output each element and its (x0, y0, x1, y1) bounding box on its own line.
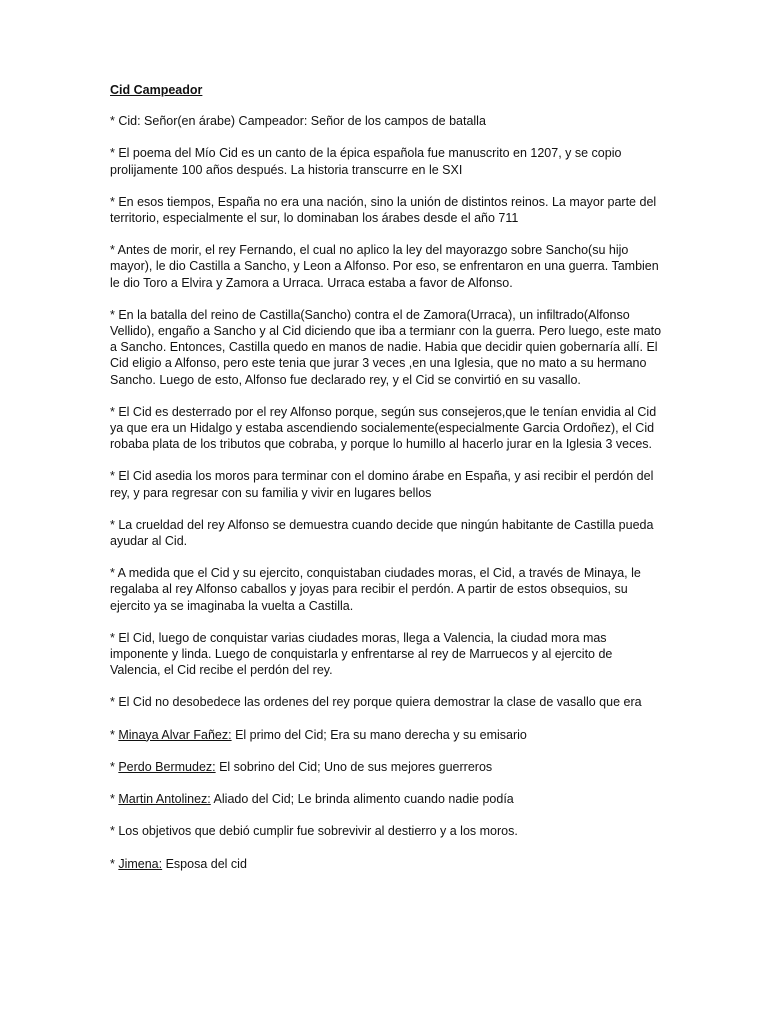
paragraph-spain: * En esos tiempos, España no era una nación, sino la unión de distintos reinos. La mayor parte del territorio, especialmente el sur, lo dominaban los árabes desde el año 711 (110, 194, 657, 226)
paragraph-exile: * El Cid es desterrado por el rey Alfonso porque, según sus consejeros,que le tenían envidia al Cid ya que era un Hidalgo y estaba ascendiendo socialemente(especialmente Garcia Ordoñez), el Cid robaba plata de los tributos que cobraba, y porque lo humillo al hacerlo jurar en la Iglesia 3 veces. (110, 404, 657, 452)
paragraph-objectives: * Los objetivos que debió cumplir fue sobrevivir al destierro y a los moros. (110, 824, 518, 839)
character-name: Jimena: (118, 856, 163, 871)
character-prefix: * (110, 727, 119, 742)
paragraph-cid-meaning: * Cid: Señor(en árabe) Campeador: Señor de los campos de batalla (110, 114, 486, 129)
character-desc: El sobrino del Cid; Uno de sus mejores guerreros (215, 759, 493, 774)
character-prefix: * (110, 759, 119, 774)
character-name: Martin Antolinez: (118, 792, 211, 807)
character-jimena (110, 856, 665, 872)
paragraph-siege: * El Cid asedia los moros para terminar con el domino árabe en España, y asi recibir el perdón del rey, y para regresar con su familia y vivir en lugares bellos (110, 469, 654, 500)
paragraph-gifts: * A medida que el Cid y su ejercito, conquistaban ciudades moras, el Cid, a través de Minaya, le regalaba al rey Alfonso caballos y joyas para recibir el perdón. A partir de estos obsequios, su ejercito ya se imaginaba la vuelta a Castilla. (110, 566, 641, 613)
paragraph-fernando: * Antes de morir, el rey Fernando, el cual no aplico la ley del mayorazgo sobre Sancho(su hijo mayor), le dio Castilla a Sancho, y Leon a Alfonso. Por eso, se enfrentaron en una guerra. Tambien le dio Toro a Elvira y Zamora a Urraca. Urraca estaba a favor de Alfonso. (110, 243, 659, 290)
character-name: Minaya Alvar Fañez: (118, 727, 232, 742)
paragraph-valencia: * El Cid, luego de conquistar varias ciudades moras, llega a Valencia, la ciudad mora mas imponente y linda. Luego de conquistarla y enfrentarse al rey de Marruecos y al ejercito de Valencia, el Cid recibe el perdón del rey. (110, 630, 613, 678)
document-body (110, 82, 665, 888)
paragraph-poem: * El poema del Mío Cid es un canto de la épica española fue manuscrito en 1207, y se copio prolijamente 100 años después. La historia transcurre en le SXI (110, 146, 622, 177)
character-minaya (110, 727, 665, 743)
character-prefix: * (110, 792, 119, 807)
paragraph-battle: * En la batalla del reino de Castilla(Sancho) contra el de Zamora(Urraca), un infiltrado(Alfonso Vellido), engaño a Sancho y al Cid diciendo que iba a termianr con la guerra. Pero luego, este mato a Sancho. Entonces, Castilla quedo en manos de nadie. Habia que decidir quien gobernaría allí. El Cid eligio a Alfonso, pero este tenia que jurar 3 veces ,en una Iglesia, que no mato a su hermano Sancho. Luego de esto, Alfonso fue declarado rey, y el Cid se convirtió en su vasallo. (110, 307, 662, 387)
character-prefix: * (110, 856, 119, 871)
paragraph-obedience: * El Cid no desobedece las ordenes del rey porque quiera demostrar la clase de vasallo que era (110, 695, 642, 710)
character-perdo (110, 759, 665, 775)
paragraph-cruelty: * La crueldad del rey Alfonso se demuestra cuando decide que ningún habitante de Castilla pueda ayudar al Cid. (110, 517, 654, 549)
document-title: Cid Campeador (110, 83, 203, 97)
character-martin (110, 791, 665, 807)
character-name: Perdo Bermudez: (118, 759, 216, 774)
character-desc: El primo del Cid; Era su mano derecha y su emisario (231, 727, 527, 742)
character-desc: Esposa del cid (162, 856, 247, 871)
character-desc: Aliado del Cid; Le brinda alimento cuando nadie podía (210, 792, 514, 807)
